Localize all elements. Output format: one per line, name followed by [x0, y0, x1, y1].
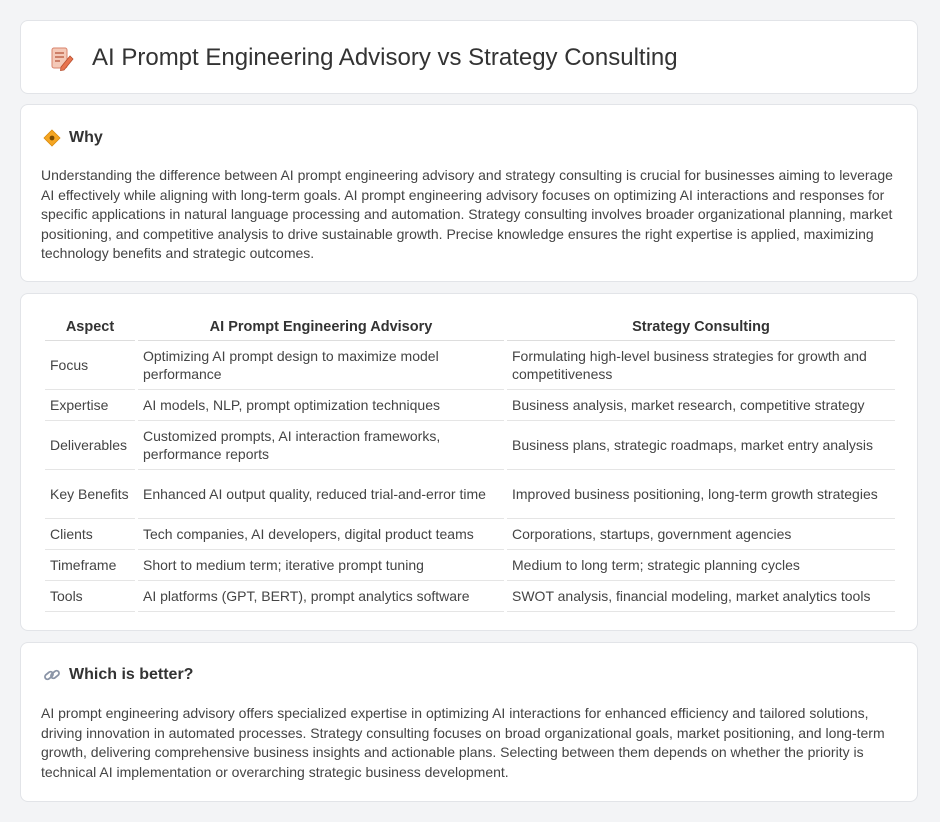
row-ai-advisory: Customized prompts, AI interaction frameworks, performance reports — [138, 421, 504, 470]
row-ai-advisory: AI models, NLP, prompt optimization techniques — [138, 390, 504, 421]
row-strategy: Business plans, strategic roadmaps, market entry analysis — [507, 421, 895, 470]
table-row — [45, 550, 895, 581]
row-ai-advisory: AI platforms (GPT, BERT), prompt analytics software — [138, 581, 504, 612]
row-aspect: Focus — [45, 341, 135, 390]
table-row — [45, 581, 895, 612]
column-header-ai-advisory: AI Prompt Engineering Advisory — [138, 314, 504, 341]
better-heading — [43, 666, 193, 684]
row-aspect: Timeframe — [45, 550, 135, 581]
better-paragraph: AI prompt engineering advisory offers specialized expertise in optimizing AI interactions for enhanced efficiency and tailored solutions, driving innovation in automated processes. Strategy consulting focuses on broad organizational goals, market positioning, and long-term growth, delivering comprehensive business insights and actionable plans. Selecting between them depends on whether the priority is technical AI implementation or overarching strategic business development. — [41, 705, 885, 780]
document-pencil-icon — [47, 45, 75, 73]
row-aspect: Tools — [45, 581, 135, 612]
header-card — [20, 20, 918, 94]
better-heading-text: Which is better? — [69, 666, 194, 683]
row-ai-advisory: Tech companies, AI developers, digital product teams — [138, 519, 504, 550]
row-ai-advisory: Optimizing AI prompt design to maximize model performance — [138, 341, 504, 390]
comparison-table-card — [20, 293, 918, 631]
why-heading-text: Why — [69, 129, 103, 146]
table-row — [45, 519, 895, 550]
table-row — [45, 421, 895, 470]
row-strategy: Formulating high-level business strategies for growth and competitiveness — [507, 341, 895, 390]
row-strategy: Medium to long term; strategic planning cycles — [507, 550, 895, 581]
column-header-aspect: Aspect — [45, 314, 135, 341]
row-strategy: Corporations, startups, government agencies — [507, 519, 895, 550]
why-section — [20, 104, 918, 282]
row-strategy: Business analysis, market research, competitive strategy — [507, 390, 895, 421]
row-aspect: Clients — [45, 519, 135, 550]
column-header-strategy: Strategy Consulting — [507, 314, 895, 341]
row-ai-advisory: Short to medium term; iterative prompt tuning — [138, 550, 504, 581]
diamond-sign-icon — [43, 129, 61, 147]
row-aspect: Deliverables — [45, 421, 135, 470]
row-strategy: Improved business positioning, long-term growth strategies — [507, 470, 895, 519]
row-ai-advisory: Enhanced AI output quality, reduced trial-and-error time — [138, 470, 504, 519]
which-is-better-section — [20, 642, 918, 802]
table-row — [45, 390, 895, 421]
why-paragraph: Understanding the difference between AI prompt engineering advisory and strategy consulting is crucial for businesses aiming to leverage AI effectively while aligning with long-term goals. AI prompt engineering advisory focuses on optimizing AI interactions and responses for specific applications in natural language processing and automation. Strategy consulting involves broader organizational planning, market positioning, and competitive analysis to drive sustainable growth. Precise knowledge ensures the right expertise is applied, maximizing technology benefits and strategic outcomes. — [41, 167, 893, 261]
table-row — [45, 470, 895, 519]
page-title: AI Prompt Engineering Advisory vs Strategy Consulting — [92, 44, 678, 71]
why-heading — [43, 129, 103, 147]
table-header-row — [45, 314, 895, 341]
row-aspect: Expertise — [45, 390, 135, 421]
link-icon — [43, 666, 61, 684]
row-strategy: SWOT analysis, financial modeling, market analytics tools — [507, 581, 895, 612]
row-aspect: Key Benefits — [45, 470, 135, 519]
table-row — [45, 341, 895, 390]
comparison-table — [42, 314, 898, 612]
